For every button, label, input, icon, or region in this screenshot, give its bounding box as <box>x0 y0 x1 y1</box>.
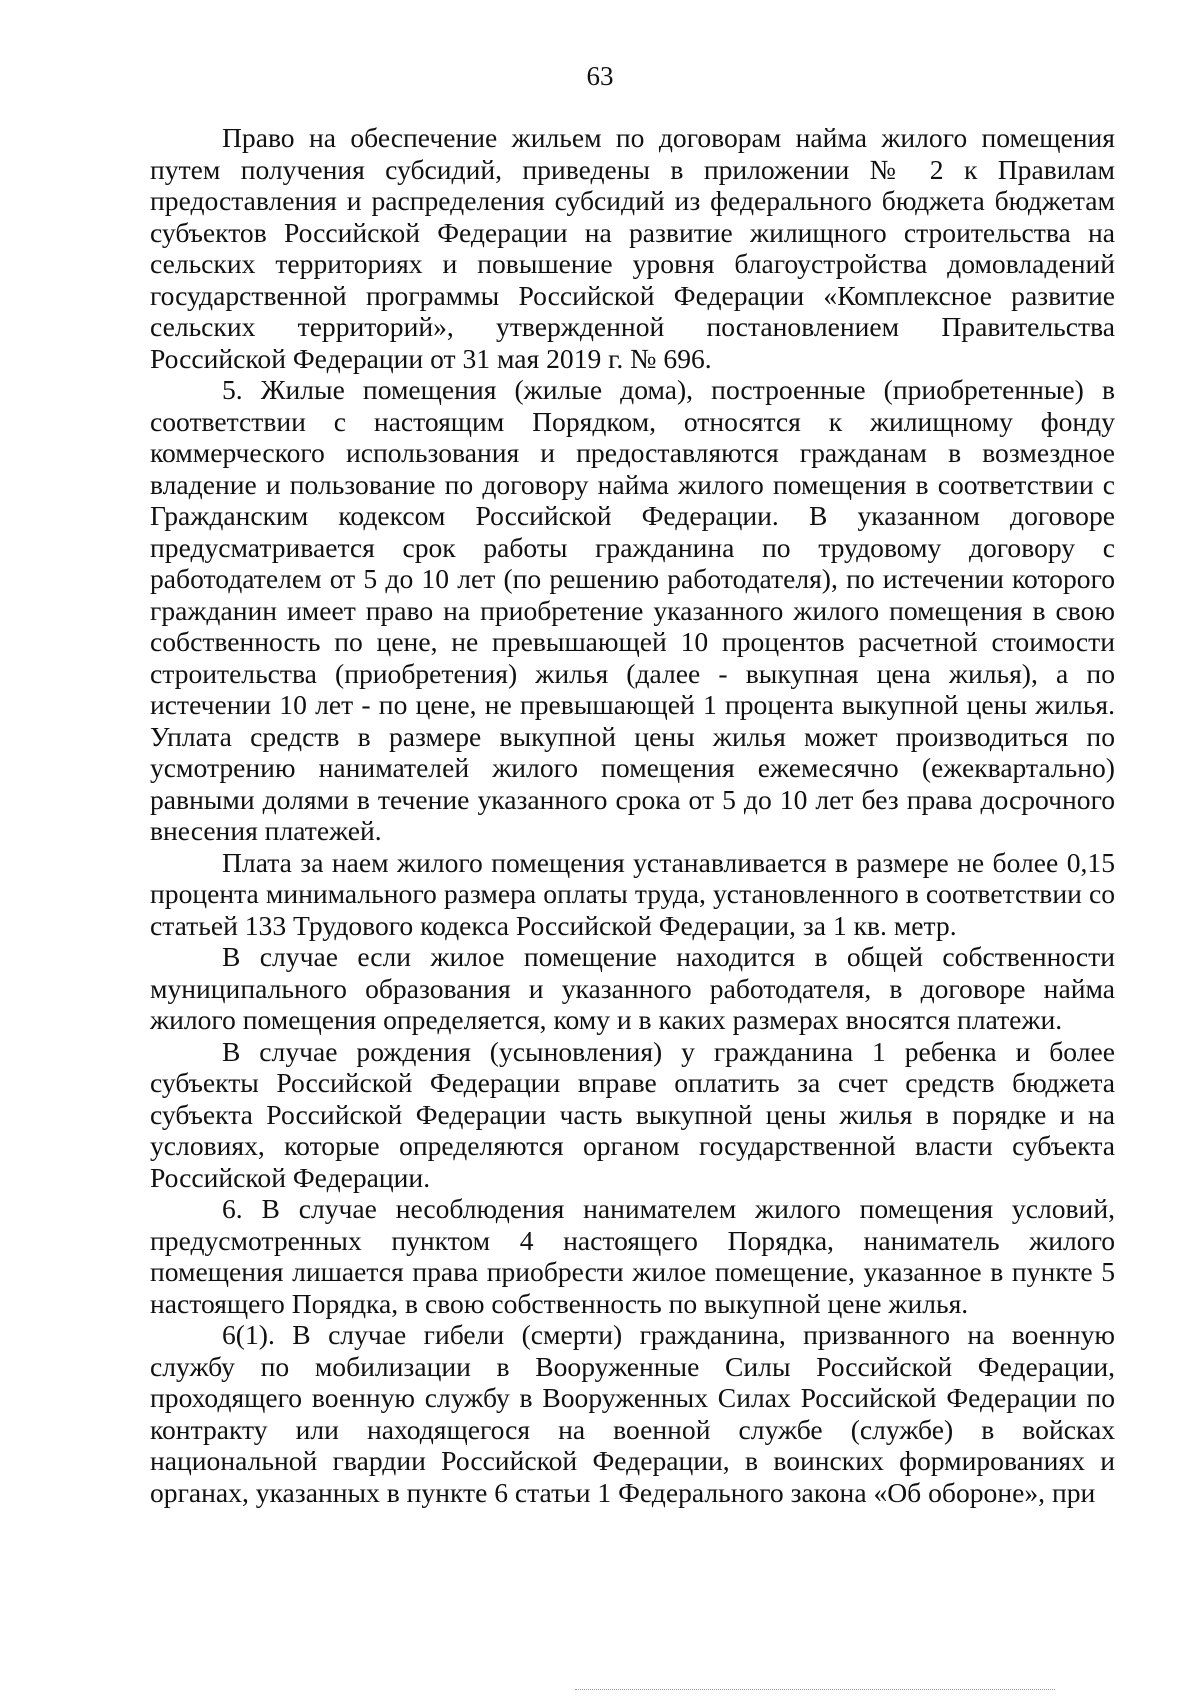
paragraph-housing-subsidies: Право на обеспечение жильем по договорам найма жилого помещения путем получения субсидий, приведены в приложении № 2 к Правилам предоставления и распределения субсидий из федерального бюджета бюджетам субъектов Российской Федерации на развитие жилищного строительства на сельских территориях и повышение уровня благоустройства домовладений государственной программы Российской Федерации «Комплексное развитие сельских территорий», утвержденной постановлением Правительства Российской Федерации от 31 мая 2019 г. № 696. <box>150 122 1115 374</box>
paragraph-rent-fee: Плата за наем жилого помещения устанавливается в размере не более 0,15 процента минимального размера оплаты труда, установленного в соответствии со статьей 133 Трудового кодекса Российской Федерации, за 1 кв. метр. <box>150 846 1115 941</box>
paragraph-child-birth: В случае рождения (усыновления) у гражданина 1 ребенка и более субъекты Российской Федерации вправе оплатить за счет средств бюджета субъекта Российской Федерации часть выкупной цены жилья в порядке и на условиях, которые определяются органом государственной власти субъекта Российской Федерации. <box>150 1035 1115 1193</box>
paragraph-item-6-1: 6(1). В случае гибели (смерти) гражданина, призванного на военную службу по мобилизации в Вооруженные Силы Российской Федерации, проходящего военную службу в Вооруженных Силах Российской Федерации по контракту или находящегося на военной службе (службе) в войсках национальной гвардии Российской Федерации, в воинских формированиях и органах, указанных в пункте 6 статьи 1 Федерального закона «Об обороне», при <box>150 1319 1115 1508</box>
page-number: 63 <box>586 61 614 91</box>
bottom-divider <box>575 1689 1055 1690</box>
paragraph-item-5: 5. Жилые помещения (жилые дома), построенные (приобретенные) в соответствии с настоящим Порядком, относятся к жилищному фонду коммерческого использования и предоставляются гражданам в возмездное владение и пользование по договору найма жилого помещения в соответствии с Гражданским кодексом Российской Федерации. В указанном договоре предусматривается срок работы гражданина по трудовому договору с работодателем от 5 до 10 лет (по решению работодателя), по истечении которого гражданин имеет право на приобретение указанного жилого помещения в свою собственность по цене, не превышающей 10 процентов расчетной стоимости строительства (приобретения) жилья (далее - выкупная цена жилья), а по истечении 10 лет - по цене, не превышающей 1 процента выкупной цены жилья. Уплата средств в размере выкупной цены жилья может производиться по усмотрению нанимателей жилого помещения ежемесячно (ежеквартально) равными долями в течение указанного срока от 5 до 10 лет без права досрочного внесения платежей. <box>150 374 1115 846</box>
paragraph-item-6: 6. В случае несоблюдения нанимателем жилого помещения условий, предусмотренных пунктом 4 настоящего Порядка, наниматель жилого помещения лишается права приобрести жилое помещение, указанное в пункте 5 настоящего Порядка, в свою собственность по выкупной цене жилья. <box>150 1193 1115 1319</box>
paragraph-shared-ownership: В случае если жилое помещение находится в общей собственности муниципального образования и указанного работодателя, в договоре найма жилого помещения определяется, кому и в каких размерах вносятся платежи. <box>150 941 1115 1035</box>
document-body <box>150 122 1115 1508</box>
